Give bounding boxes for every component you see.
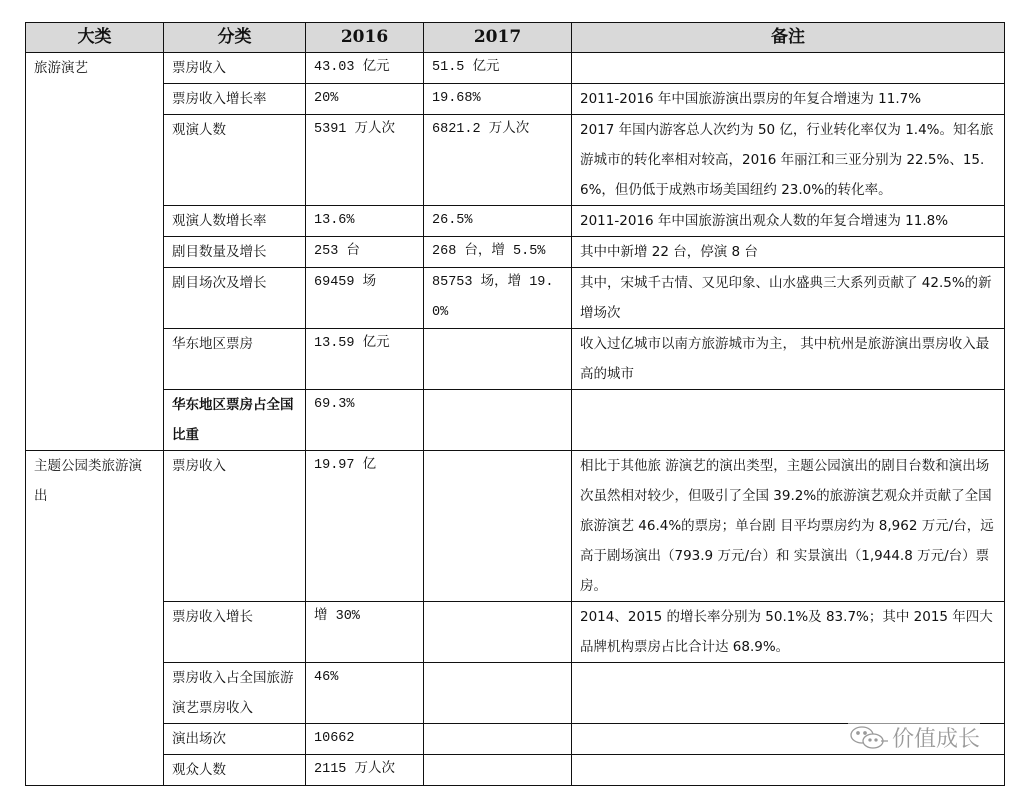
value-2017-cell: [424, 329, 572, 390]
note-cell: 2014、2015 的增长率分别为 50.1%及 83.7%；其中 2015 年四大品牌机构票房占比合计达 68.9%。: [572, 602, 1005, 663]
header-2017: 2017: [424, 23, 572, 53]
header-notes: 备注: [572, 23, 1005, 53]
value-2017-cell: [424, 451, 572, 602]
value-2016-cell: 253 台: [306, 237, 424, 268]
value-2017-cell: 85753 场，增 19.0%: [424, 268, 572, 329]
note-cell: 收入过亿城市以南方旅游城市为主， 其中杭州是旅游演出票房收入最高的城市: [572, 329, 1005, 390]
value-2017-cell: [424, 390, 572, 451]
value-2016-cell: 增 30%: [306, 602, 424, 663]
subcategory-cell: 票房收入: [164, 53, 306, 84]
value-2016-cell: 69.3%: [306, 390, 424, 451]
table-row: [26, 206, 1005, 237]
value-2017-cell: [424, 663, 572, 724]
table-row: [26, 268, 1005, 329]
table-row: [26, 602, 1005, 663]
table-row: [26, 115, 1005, 206]
table-row: [26, 663, 1005, 724]
note-cell: 2017 年国内游客总人次约为 50 亿，行业转化率仅为 1.4%。知名旅游城市的转化率相对较高，2016 年丽江和三亚分别为 22.5%、15.6%，但仍低于成熟市场美国纽约 23.0%的转化率。: [572, 115, 1005, 206]
note-cell: 2011-2016 年中国旅游演出票房的年复合增速为 11.7%: [572, 84, 1005, 115]
table-row: [26, 84, 1005, 115]
value-2017-cell: 6821.2 万人次: [424, 115, 572, 206]
table-row: [26, 451, 1005, 602]
value-2016-cell: 5391 万人次: [306, 115, 424, 206]
table-row: [26, 755, 1005, 786]
watermark-text: 价值成长: [892, 727, 981, 752]
note-cell: 其中，宋城千古情、又见印象、山水盛典三大系列贡献了 42.5%的新增场次: [572, 268, 1005, 329]
category-cell: 旅游演艺: [26, 53, 164, 451]
subcategory-cell: 观众人数: [164, 755, 306, 786]
note-cell: [572, 53, 1005, 84]
value-2017-cell: 51.5 亿元: [424, 53, 572, 84]
value-2016-cell: 19.97 亿: [306, 451, 424, 602]
subcategory-cell: 演出场次: [164, 724, 306, 755]
note-cell: 其中中新增 22 台，停演 8 台: [572, 237, 1005, 268]
header-category: 大类: [26, 23, 164, 53]
table-row: [26, 390, 1005, 451]
value-2017-cell: 268 台，增 5.5%: [424, 237, 572, 268]
subcategory-cell: 票房收入增长: [164, 602, 306, 663]
subcategory-cell: 华东地区票房占全国比重: [164, 390, 306, 451]
subcategory-cell: 票房收入: [164, 451, 306, 602]
note-cell: [572, 755, 1005, 786]
note-cell: 2011-2016 年中国旅游演出观众人数的年复合增速为 11.8%: [572, 206, 1005, 237]
header-row: [26, 23, 1005, 53]
table-row: [26, 329, 1005, 390]
subcategory-cell: 华东地区票房: [164, 329, 306, 390]
value-2016-cell: 13.6%: [306, 206, 424, 237]
subcategory-cell: 剧目数量及增长: [164, 237, 306, 268]
subcategory-cell: 观演人数: [164, 115, 306, 206]
table-row: [26, 237, 1005, 268]
note-cell: [572, 724, 1005, 755]
value-2017-cell: [424, 724, 572, 755]
category-cell: 主题公园类旅游演出: [26, 451, 164, 786]
value-2016-cell: 13.59 亿元: [306, 329, 424, 390]
value-2016-cell: 69459 场: [306, 268, 424, 329]
note-cell: 相比于其他旅 游演艺的演出类型，主题公园演出的剧目台数和演出场次虽然相对较少，但吸引了全国 39.2%的旅游演艺观众并贡献了全国旅游演艺 46.4%的票房；单台剧 目平均票房约为 8,962 万元/台，远高于剧场演出（793.9 万元/台）和 实景演出（1,944.8 万元/台）票房。: [572, 451, 1005, 602]
value-2016-cell: 20%: [306, 84, 424, 115]
value-2017-cell: 19.68%: [424, 84, 572, 115]
value-2016-cell: 46%: [306, 663, 424, 724]
data-table: [25, 22, 1005, 786]
header-subcategory: 分类: [164, 23, 306, 53]
value-2017-cell: [424, 602, 572, 663]
note-cell: [572, 663, 1005, 724]
table-row: [26, 724, 1005, 755]
note-cell: [572, 390, 1005, 451]
table-row: [26, 53, 1005, 84]
subcategory-cell: 票房收入增长率: [164, 84, 306, 115]
value-2016-cell: 43.03 亿元: [306, 53, 424, 84]
header-2016: 2016: [306, 23, 424, 53]
subcategory-cell: 观演人数增长率: [164, 206, 306, 237]
value-2016-cell: 2115 万人次: [306, 755, 424, 786]
subcategory-cell: 票房收入占全国旅游演艺票房收入: [164, 663, 306, 724]
value-2017-cell: [424, 755, 572, 786]
value-2016-cell: 10662: [306, 724, 424, 755]
value-2017-cell: 26.5%: [424, 206, 572, 237]
subcategory-cell: 剧目场次及增长: [164, 268, 306, 329]
